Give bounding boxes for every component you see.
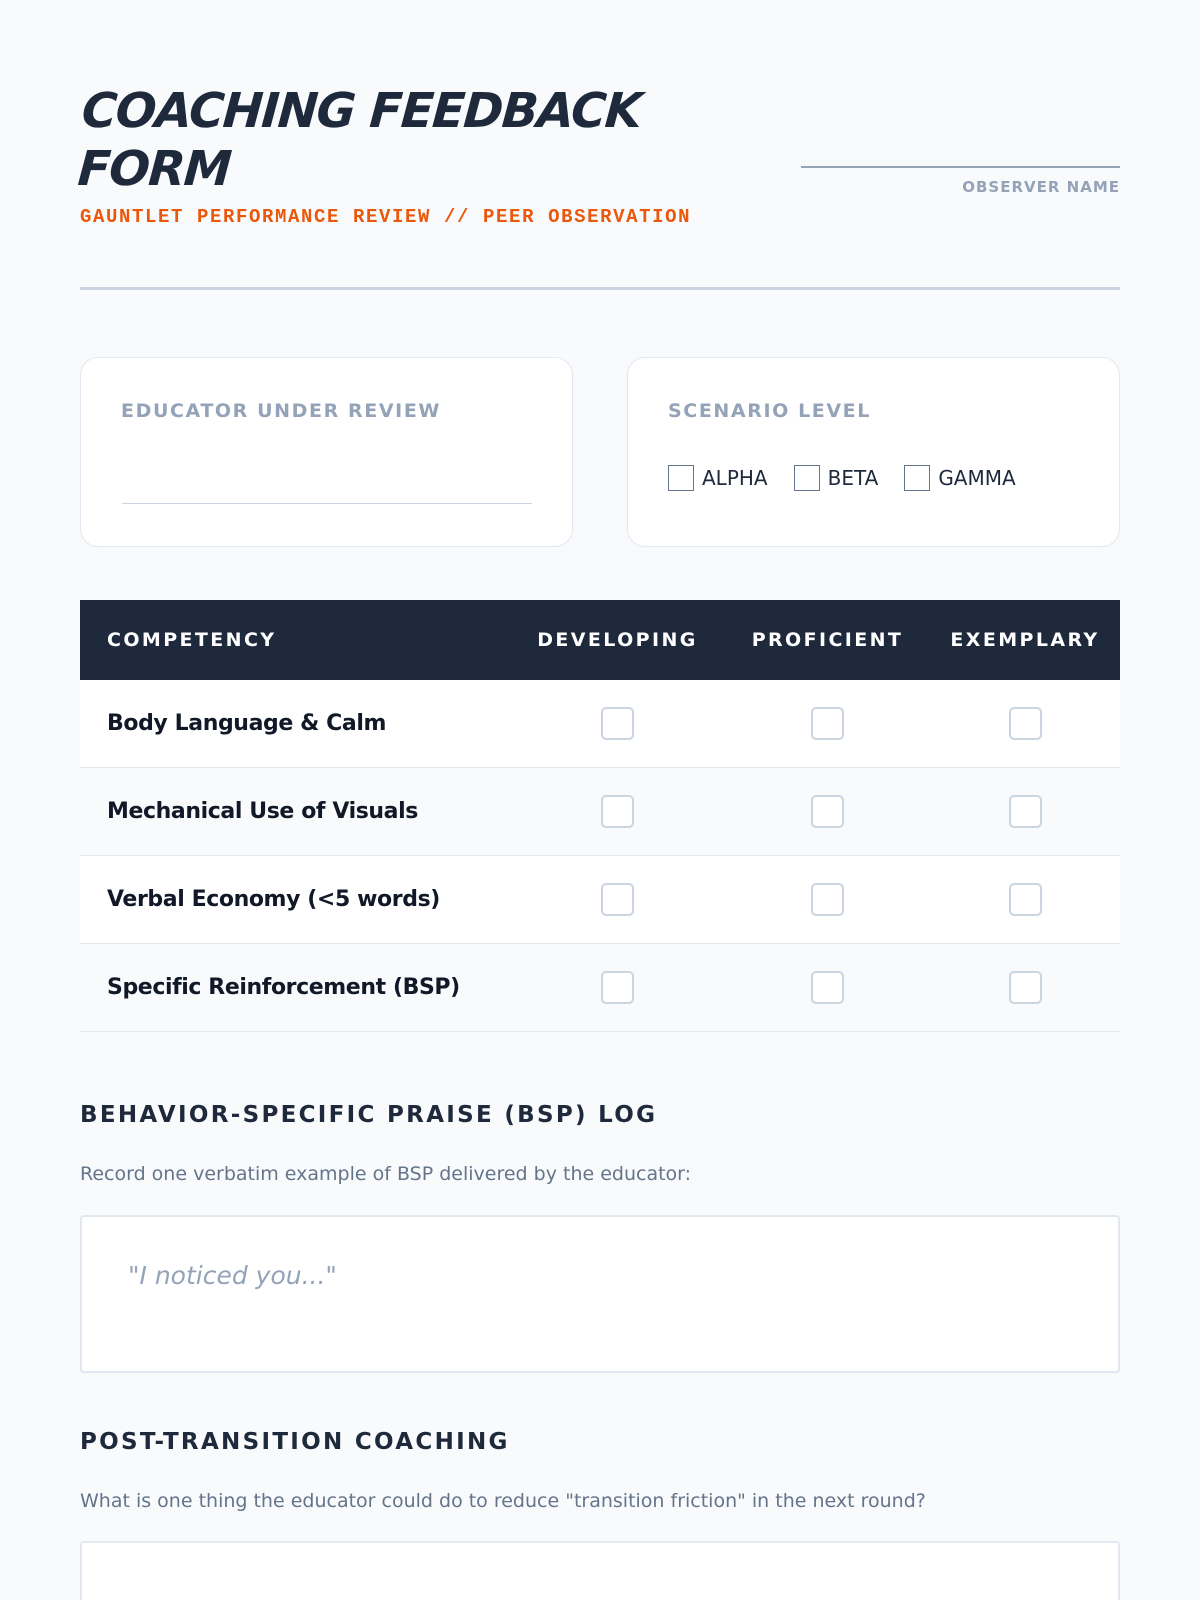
beta-checkbox[interactable] xyxy=(794,465,820,491)
beta-label: BETA xyxy=(827,466,879,490)
gamma-checkbox[interactable] xyxy=(904,465,930,491)
header-exemplary: EXEMPLARY xyxy=(950,629,1100,651)
educator-label: EDUCATOR UNDER REVIEW xyxy=(121,400,441,422)
post-transition-title: POST-TRANSITION COACHING xyxy=(80,1429,510,1455)
bsp-log-placeholder: "I noticed you..." xyxy=(128,1261,337,1290)
scenario-options xyxy=(668,465,1042,491)
table-row xyxy=(80,680,1120,768)
table-row xyxy=(80,768,1120,856)
scenario-card xyxy=(627,357,1120,547)
developing-checkbox[interactable] xyxy=(601,707,634,740)
alpha-checkbox[interactable] xyxy=(668,465,694,491)
header-competency: COMPETENCY xyxy=(107,629,277,651)
developing-checkbox[interactable] xyxy=(601,883,634,916)
bsp-log-textarea[interactable] xyxy=(80,1215,1120,1373)
bsp-log-title: BEHAVIOR-SPECIFIC PRAISE (BSP) LOG xyxy=(80,1102,658,1128)
competency-label: Mechanical Use of Visuals xyxy=(107,799,418,824)
proficient-checkbox[interactable] xyxy=(811,707,844,740)
table-row xyxy=(80,856,1120,944)
scenario-label: SCENARIO LEVEL xyxy=(668,400,871,422)
competency-label: Specific Reinforcement (BSP) xyxy=(107,975,460,1000)
scenario-option-gamma[interactable] xyxy=(904,465,1015,491)
alpha-label: ALPHA xyxy=(702,466,768,490)
page-subtitle: GAUNTLET PERFORMANCE REVIEW // PEER OBSERVATION xyxy=(80,206,692,228)
developing-checkbox[interactable] xyxy=(601,971,634,1004)
gamma-label: GAMMA xyxy=(938,466,1016,490)
proficient-checkbox[interactable] xyxy=(811,971,844,1004)
proficient-checkbox[interactable] xyxy=(811,795,844,828)
scenario-option-alpha[interactable] xyxy=(668,465,768,491)
developing-checkbox[interactable] xyxy=(601,795,634,828)
competency-label: Body Language & Calm xyxy=(107,711,387,736)
header-developing: DEVELOPING xyxy=(537,629,698,651)
scenario-option-beta[interactable] xyxy=(794,465,879,491)
rubric-header-row xyxy=(80,600,1120,680)
observer-name-field[interactable] xyxy=(801,166,1120,168)
post-transition-textarea[interactable] xyxy=(80,1541,1120,1600)
educator-name-field[interactable] xyxy=(122,503,532,504)
educator-card xyxy=(80,357,573,547)
competency-label: Verbal Economy (<5 words) xyxy=(107,887,440,912)
bsp-log-prompt: Record one verbatim example of BSP delivered by the educator: xyxy=(80,1163,692,1185)
exemplary-checkbox[interactable] xyxy=(1009,795,1042,828)
exemplary-checkbox[interactable] xyxy=(1009,971,1042,1004)
observer-name-label: OBSERVER NAME xyxy=(962,178,1120,196)
post-transition-prompt: What is one thing the educator could do to reduce "transition friction" in the next round? xyxy=(80,1490,926,1512)
header-proficient: PROFICIENT xyxy=(751,629,904,651)
table-row xyxy=(80,944,1120,1032)
proficient-checkbox[interactable] xyxy=(811,883,844,916)
exemplary-checkbox[interactable] xyxy=(1009,883,1042,916)
exemplary-checkbox[interactable] xyxy=(1009,707,1042,740)
header-divider xyxy=(80,287,1120,290)
rubric-table xyxy=(80,600,1120,1032)
page-title: COACHING FEEDBACK FORM xyxy=(76,83,643,197)
